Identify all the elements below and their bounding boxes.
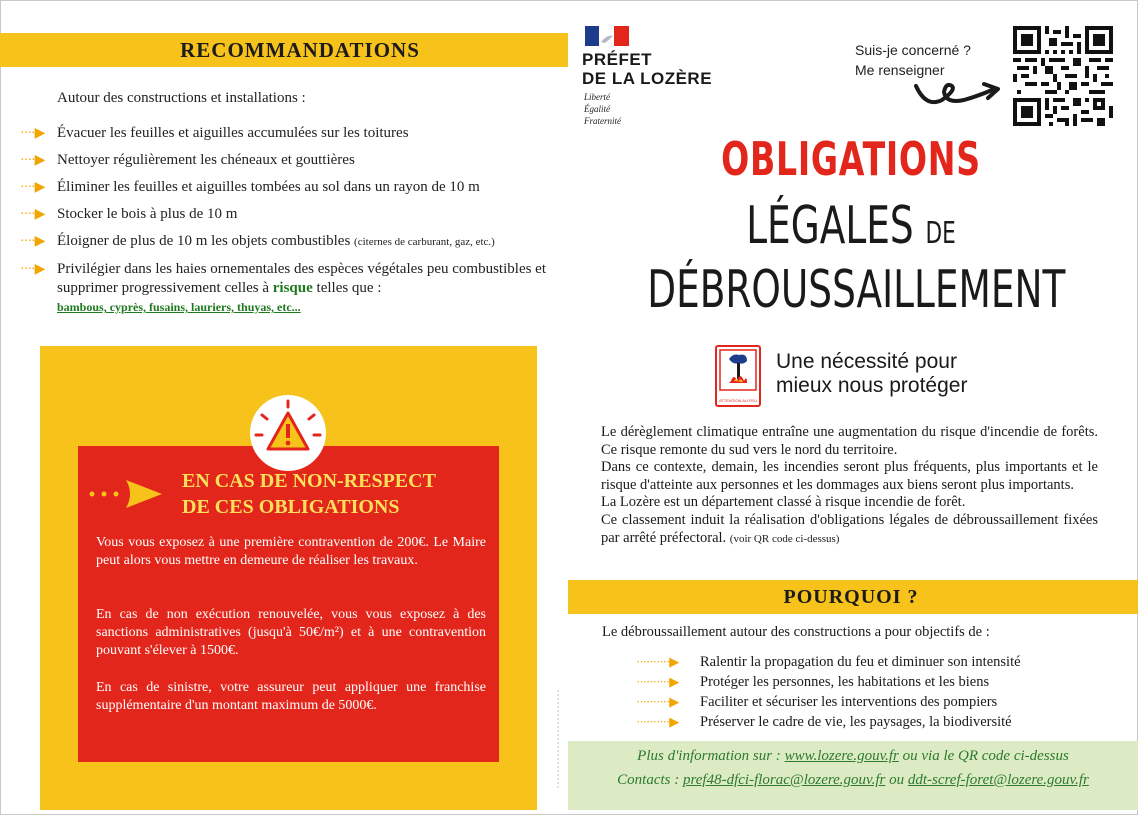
paragraph: Dans ce contexte, demain, les incendies seront plus fréquents, plus importants et le risque d'atteinte aux personnes et les dommages aux biens seront plus importants. <box>601 459 1098 493</box>
pourquoi-header <box>568 580 1138 614</box>
website-link[interactable]: www.lozere.gouv.fr <box>784 748 899 764</box>
email-link-dfci[interactable]: pref48-dfci-florac@lozere.gouv.fr <box>682 772 886 788</box>
squiggle-arrow-icon <box>912 78 1002 112</box>
prefecture-name: PRÉFET DE LA LOZÈRE <box>582 50 713 88</box>
list-item: ····▶ Évacuer les feuilles et aiguilles accumulées sur les toitures <box>20 125 409 141</box>
penalty-paragraph: Vous vous exposez à une première contravention de 200€. Le Maire peut alors vous mettre en demeure de réaliser les travaux. <box>96 535 486 568</box>
item-note: (citernes de carburant, gaz, etc.) <box>354 236 495 248</box>
arrow-icon: ····▶ <box>20 234 45 249</box>
main-title-debroussaillement: DÉBROUSSAILLEMENT <box>647 260 1066 320</box>
recommendations-header <box>0 33 568 67</box>
plant-examples: bambous, cyprès, fusains, lauriers, thuyas, etc... <box>57 300 301 314</box>
penalty-paragraph: En cas de sinistre, votre assureur peut appliquer une franchise supplémentaire d'un montant maximum de 5000€. <box>96 680 486 713</box>
warning-icon <box>250 395 326 471</box>
pourquoi-intro: Le débroussaillement autour des constructions a pour objectifs de : <box>602 624 990 640</box>
fire-warning-sign-icon <box>715 345 761 407</box>
qr-code[interactable] <box>1013 26 1113 126</box>
paragraph: Le dérèglement climatique entraîne une augmentation du risque d'incendie de forêts. Ce risque remonte du sud vers le nord du territoire. <box>601 424 1098 458</box>
list-item: ····▶ Nettoyer régulièrement les chéneaux et gouttières <box>20 152 355 168</box>
arrow-icon: ····▶ <box>20 153 45 168</box>
pourquoi-title: POURQUOI ? <box>783 586 919 608</box>
arrow-icon: ····▶ <box>20 262 45 277</box>
recommendations-list <box>20 124 565 325</box>
risk-word: risque <box>272 280 313 296</box>
subtitle: Une nécessité pour mieux nous protéger <box>776 350 968 397</box>
objectives-list <box>636 652 1096 732</box>
arrow-icon: ··········▶ <box>636 654 679 669</box>
info-line-contacts: Contacts : pref48-dfci-florac@lozere.gouv.fr ou ddt-scref-foret@lozere.gouv.fr <box>617 772 1089 788</box>
info-box <box>568 741 1138 810</box>
recommendations-intro: Autour des constructions et installations : <box>57 90 306 106</box>
sign-label: ATTENTION AU FEU <box>719 398 757 403</box>
arrow-icon: ··········▶ <box>636 694 679 709</box>
arrow-icon: ····▶ <box>20 126 45 141</box>
list-item: ··········▶ Protéger les personnes, les habitations et les biens <box>636 674 990 690</box>
arrow-icon: ··········▶ <box>636 714 679 729</box>
list-item: ··········▶ Faciliter et sécuriser les interventions des pompiers <box>636 694 998 710</box>
arrow-icon: ····▶ <box>20 207 45 222</box>
paragraph: La Lozère est un département classé à risque incendie de forêt. <box>601 494 966 511</box>
penalty-paragraph: En cas de non exécution renouvelée, vous vous exposez à des sanctions administratives (jusqu'à 50€/m²) et à une contravention pouvant s'élever à 1500€. <box>96 607 486 658</box>
vertical-credit-text <box>553 690 563 790</box>
info-line-website: Plus d'information sur : www.lozere.gouv.fr ou via le QR code ci-dessus <box>637 748 1069 764</box>
main-title-obligations: OBLIGATIONS <box>721 132 981 186</box>
list-item: ····▶ Éloigner de plus de 10 m les objets combustibles (citernes de carburant, gaz, etc.) <box>20 233 495 249</box>
arrow-icon <box>88 474 168 510</box>
paragraph: Ce classement induit la réalisation d'obligations légales de débroussaillement fixées par arrêté préfectoral. (voir QR code ci-dessus) <box>601 511 1098 546</box>
penalties-title: EN CAS DE NON-RESPECT DE CES OBLIGATIONS <box>182 470 436 518</box>
context-text <box>601 424 1098 548</box>
main-title-legales: LÉGALES DE <box>746 196 956 256</box>
list-item: ····▶ Éliminer les feuilles et aiguilles tombées au sol dans un rayon de 10 m <box>20 179 480 195</box>
marianne-logo <box>585 26 629 46</box>
list-item: ··········▶ Ralentir la propagation du feu et diminuer son intensité <box>636 654 1021 670</box>
email-link-ddt[interactable]: ddt-scref-foret@lozere.gouv.fr <box>907 772 1089 788</box>
recommendations-title: RECOMMANDATIONS <box>180 38 420 62</box>
list-item: ··········▶ Préserver le cadre de vie, les paysages, la biodiversité <box>636 714 1012 730</box>
arrow-icon: ····▶ <box>20 180 45 195</box>
list-item: ····▶ Privilégier dans les haies ornementales des espèces végétales peu combustibles et supprimer progressivement celles à risque telles que : bambous, cyprès, fusains, lauriers, thuyas, etc... <box>20 261 547 314</box>
list-item: ····▶ Stocker le bois à plus de 10 m <box>20 206 238 222</box>
concern-prompt: Suis-je concerné ? Me renseigner <box>855 42 971 78</box>
republic-motto: Liberté Égalité Fraternité <box>584 92 621 126</box>
arrow-icon: ··········▶ <box>636 674 679 689</box>
